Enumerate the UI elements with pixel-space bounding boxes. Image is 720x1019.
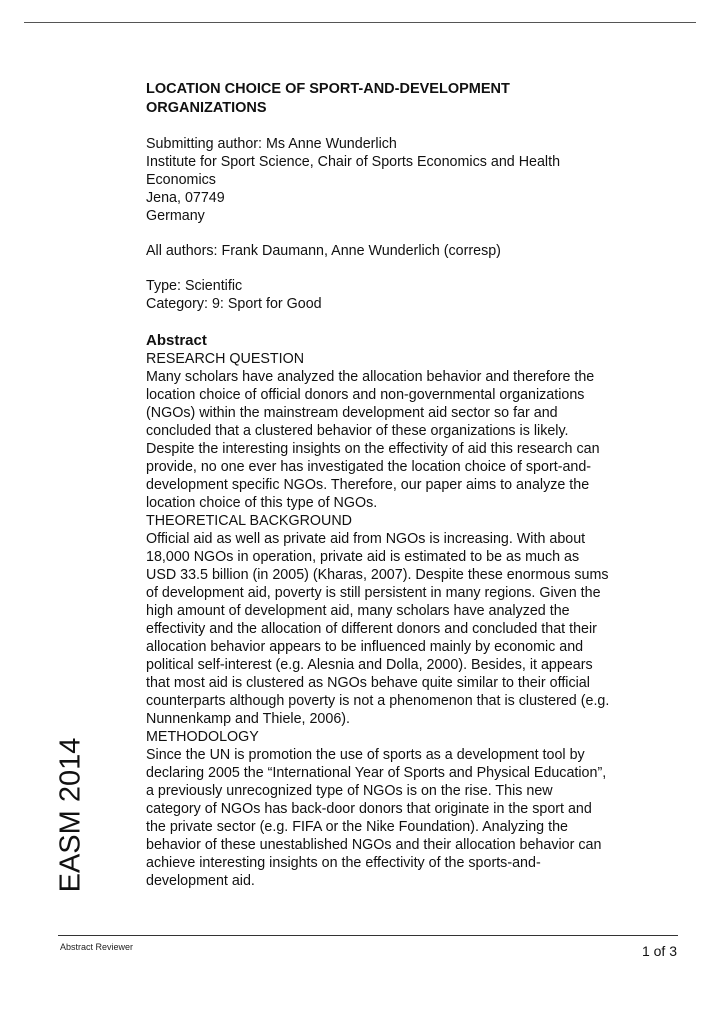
abstract-line: Despite the interesting insights on the effectivity of aid this research can bbox=[146, 441, 600, 457]
author-line: Institute for Sport Science, Chair of Sports Economics and Health bbox=[146, 154, 561, 170]
abstract-line: a previously unrecognized type of NGOs is on the rise. This new bbox=[146, 783, 553, 799]
abstract-line: development specific NGOs. Therefore, our paper aims to analyze the bbox=[146, 477, 590, 493]
abstract-line: location choice of official donors and non-governmental organizations bbox=[146, 387, 585, 403]
abstract-line: USD 33.5 billion (in 2005) (Kharas, 2007). Despite these enormous sums bbox=[146, 567, 609, 583]
abstract-line: effectivity and the allocation of different donors and concluded that their bbox=[146, 621, 597, 637]
side-label-text: EASM 2014 bbox=[54, 737, 87, 893]
abstract-line: political self-interest (e.g. Alesnia and Dolla, 2000). Besides, it appears bbox=[146, 657, 593, 673]
type-text: Type: Scientific bbox=[146, 278, 243, 294]
abstract-line: Nunnenkamp and Thiele, 2006). bbox=[146, 711, 351, 727]
abstract-line: 18,000 NGOs in operation, private aid is estimated to be as much as bbox=[146, 549, 580, 565]
abstract-line: that most aid is clustered as NGOs behave quite similar to their official bbox=[146, 675, 590, 691]
category-text: Category: 9: Sport for Good bbox=[146, 296, 322, 312]
abstract-line: METHODOLOGY bbox=[146, 729, 259, 745]
document-title bbox=[146, 80, 666, 118]
abstract-line: counterparts although poverty is not a phenomenon that is clustered (e.g. bbox=[146, 693, 610, 709]
title-line: ORGANIZATIONS bbox=[146, 100, 267, 116]
author-line: Jena, 07749 bbox=[146, 190, 225, 206]
all-authors bbox=[146, 242, 666, 260]
footer-divider bbox=[58, 935, 678, 936]
abstract-line: location choice of this type of NGOs. bbox=[146, 495, 378, 511]
abstract-line: concluded that a clustered behavior of these organizations is likely. bbox=[146, 423, 569, 439]
type-category-block bbox=[146, 277, 666, 313]
abstract-line: Since the UN is promotion the use of sports as a development tool by bbox=[146, 747, 585, 763]
page-number: 1 of 3 bbox=[641, 943, 677, 959]
top-divider bbox=[24, 22, 696, 23]
abstract-line: THEORETICAL BACKGROUND bbox=[146, 513, 353, 529]
abstract-document bbox=[146, 80, 666, 890]
footer-reviewer-label: Abstract Reviewer bbox=[60, 942, 134, 952]
abstract-line: Many scholars have analyzed the allocation behavior and therefore the bbox=[146, 369, 595, 385]
author-block bbox=[146, 135, 666, 225]
abstract-line: allocation behavior appears to be influenced mainly by economic and bbox=[146, 639, 584, 655]
author-line: Submitting author: Ms Anne Wunderlich bbox=[146, 136, 397, 152]
abstract-line: category of NGOs has back-door donors that originate in the sport and bbox=[146, 801, 592, 817]
abstract-section bbox=[146, 332, 666, 890]
author-line: Germany bbox=[146, 208, 205, 224]
abstract-line: of development aid, poverty is still persistent in many regions. Given the bbox=[146, 585, 601, 601]
abstract-line: the private sector (e.g. FIFA or the Nike Foundation). Analyzing the bbox=[146, 819, 568, 835]
title-line: LOCATION CHOICE OF SPORT-AND-DEVELOPMENT bbox=[146, 81, 510, 97]
abstract-line: development aid. bbox=[146, 873, 255, 889]
all-authors-text: All authors: Frank Daumann, Anne Wunderlich (corresp) bbox=[146, 243, 501, 259]
abstract-line: behavior of these unestablished NGOs and their allocation behavior can bbox=[146, 837, 602, 853]
abstract-line: (NGOs) within the mainstream development aid sector so far and bbox=[146, 405, 558, 421]
abstract-line: achieve interesting insights on the effectivity of the sports-and- bbox=[146, 855, 541, 871]
abstract-line: declaring 2005 the “International Year of Sports and Physical Education”, bbox=[146, 765, 607, 781]
abstract-line: Official aid as well as private aid from NGOs is increasing. With about bbox=[146, 531, 586, 547]
side-label bbox=[26, 730, 116, 900]
abstract-body bbox=[146, 350, 666, 890]
abstract-line: provide, no one ever has investigated the location choice of sport-and- bbox=[146, 459, 592, 475]
abstract-line: RESEARCH QUESTION bbox=[146, 351, 305, 367]
abstract-line: high amount of development aid, many scholars have analyzed the bbox=[146, 603, 570, 619]
abstract-heading: Abstract bbox=[146, 332, 207, 349]
author-line: Economics bbox=[146, 172, 216, 188]
